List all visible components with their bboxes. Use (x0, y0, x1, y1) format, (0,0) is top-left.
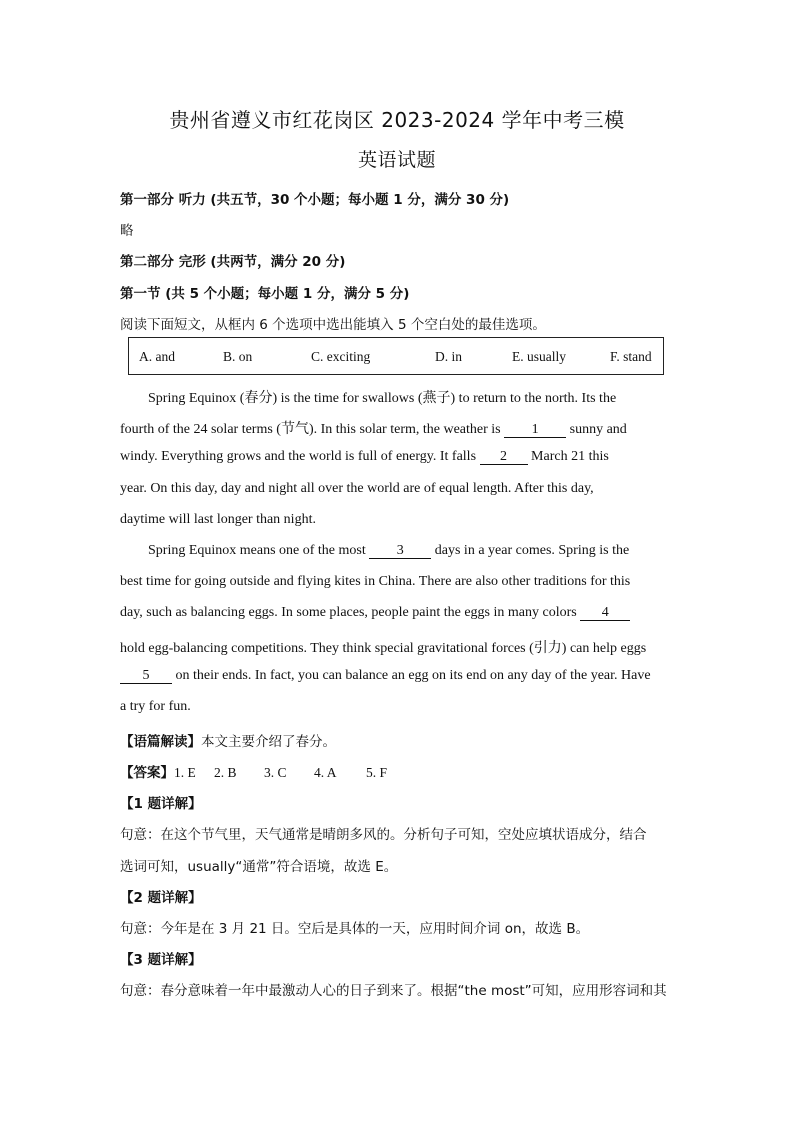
passage-text: on their ends. In fact, you can balance an egg on its end on any day of the year. Have (172, 668, 651, 683)
page-subtitle: 英语试题 (357, 149, 436, 171)
passage-text: windy. Everything grows and the world is full of energy. It falls (120, 449, 480, 464)
q2-explanation: 句意：今年是在 3 月 21 日。空后是具体的一天，应用时间介词 on，故选 B。 (120, 921, 590, 937)
passage-text: March 21 this (527, 449, 609, 464)
blank-2: 2 (480, 450, 528, 465)
option-f: F. stand (610, 349, 652, 364)
answer-line (120, 761, 406, 781)
blank-4: 4 (580, 606, 630, 621)
option-b: B. on (223, 349, 253, 364)
passage-line-2 (120, 418, 627, 438)
q3-heading: 【3 题详解】 (120, 952, 202, 968)
q1-heading: 【1 题详解】 (120, 796, 202, 812)
options-box (128, 337, 664, 375)
passage-line-10 (120, 668, 651, 684)
answer-2: 2. B (214, 765, 237, 780)
q1-explanation-1: 句意：在这个节气里，天气通常是晴朗多风的。分析句子可知，空处应填状语成分，结合 (120, 827, 647, 843)
part1-omitted: 略 (120, 223, 134, 239)
answer-5: 5. F (366, 765, 388, 780)
answer-tag: 【答案】 (120, 765, 174, 781)
q1-explanation-2: 选词可知，usually“通常”符合语境，故选 E。 (120, 859, 398, 875)
summary-line (120, 730, 336, 750)
passage-line-5: daytime will last longer than night. (120, 512, 316, 527)
passage-line-1: Spring Equinox (春分) is the time for swallows (燕子) to return to the north. Its the (148, 391, 617, 406)
passage-line-6 (148, 543, 629, 559)
blank-1: 1 (504, 423, 566, 438)
passage-line-7: best time for going outside and flying kites in China. There are also other traditions for this (120, 574, 631, 589)
instruction-text: 阅读下面短文，从框内 6 个选项中选出能填入 5 个空白处的最佳选项。 (120, 317, 546, 333)
option-a: A. and (139, 349, 175, 364)
passage-text: Spring Equinox means one of the most (148, 543, 370, 558)
passage-line-3 (120, 449, 609, 465)
passage-line-9: hold egg-balancing competitions. They think special gravitational forces (引力) can help eggs (120, 641, 647, 656)
q3-explanation: 句意：春分意味着一年中最激动人心的日子到来了。根据“the most”可知，应用形容词和其 (120, 983, 667, 999)
section1-heading: 第一节 (共 5 个小题；每小题 1 分，满分 5 分) (120, 286, 410, 302)
passage-line-11: a try for fun. (120, 699, 191, 714)
blank-5: 5 (120, 669, 172, 684)
passage-text: fourth of the 24 solar terms (节气). In this solar term, the weather is (120, 422, 505, 437)
part1-heading: 第一部分 听力 (共五节，30 个小题；每小题 1 分，满分 30 分) (120, 192, 510, 208)
passage-line-8 (120, 605, 630, 621)
passage-text: day, such as balancing eggs. In some places, people paint the eggs in many colors (120, 605, 581, 620)
page-title: 贵州省遵义市红花岗区 2023-2024 学年中考三模 (169, 108, 625, 132)
summary-text: 本文主要介绍了春分。 (201, 734, 336, 750)
blank-3: 3 (369, 544, 431, 559)
passage-text: sunny and (566, 422, 627, 437)
option-d: D. in (435, 349, 462, 364)
option-c: C. exciting (311, 349, 371, 364)
answer-4: 4. A (314, 765, 337, 780)
passage-text: days in a year comes. Spring is the (431, 543, 630, 558)
part2-heading: 第二部分 完形 (共两节，满分 20 分) (120, 254, 346, 270)
answer-3: 3. C (264, 765, 287, 780)
summary-tag: 【语篇解读】 (120, 734, 201, 750)
option-e: E. usually (512, 349, 566, 364)
passage-line-4: year. On this day, day and night all over the world are of equal length. After this day, (120, 481, 594, 496)
q2-heading: 【2 题详解】 (120, 890, 202, 906)
answer-1: 1. E (174, 765, 196, 780)
